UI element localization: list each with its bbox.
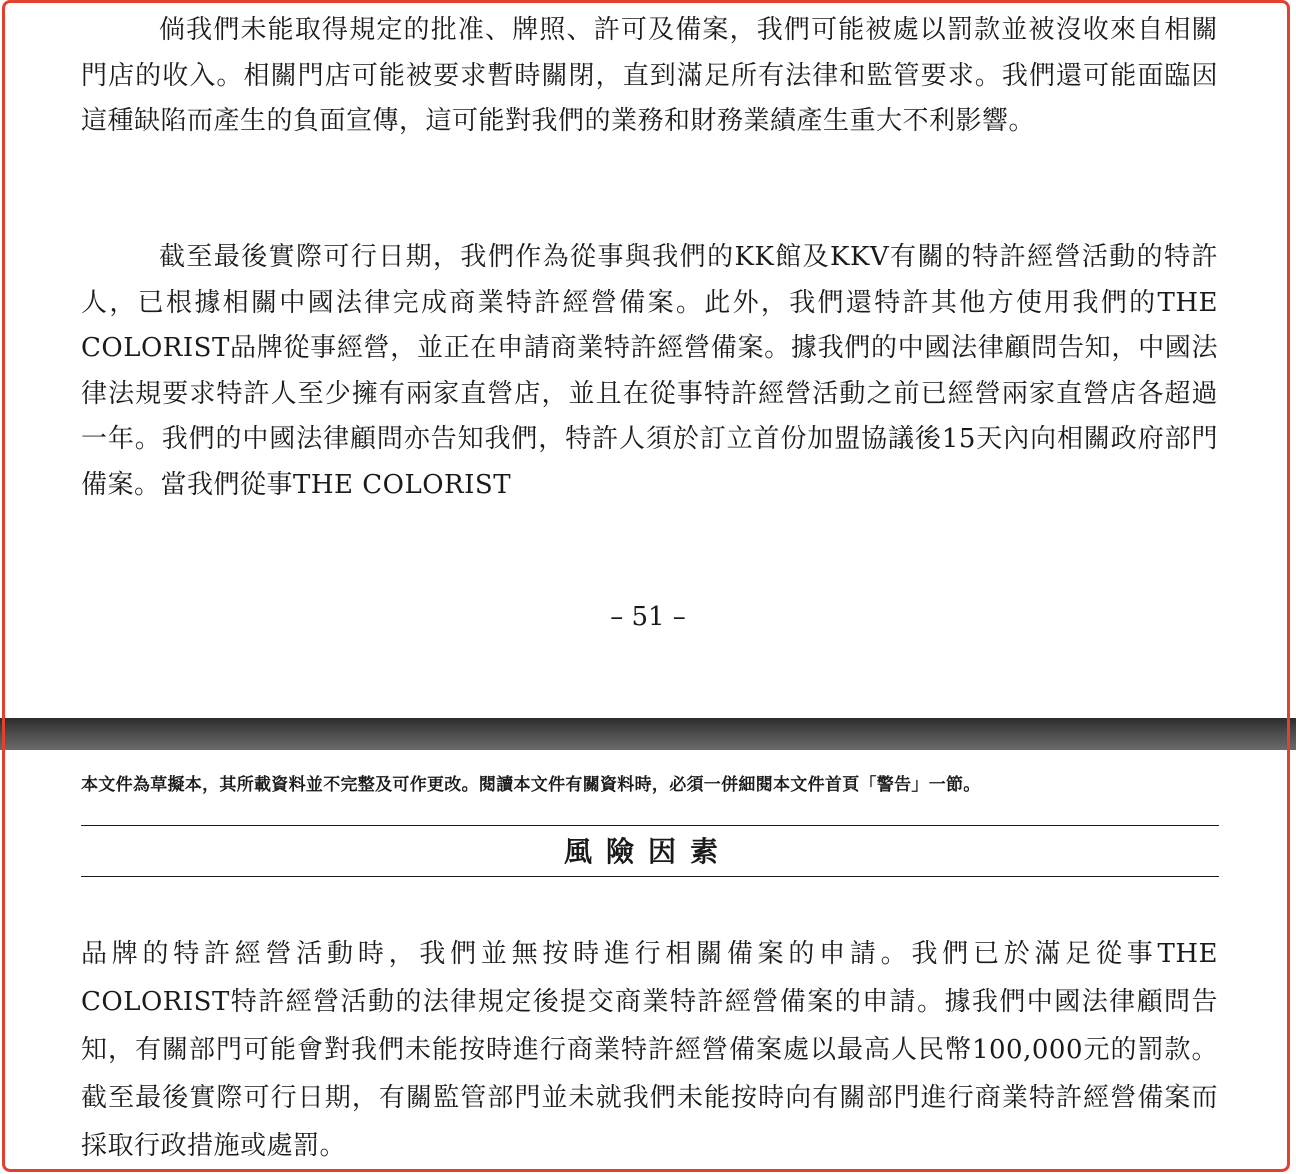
body-paragraph-3: 品牌的特許經營活動時，我們並無按時進行相關備案的申請。我們已於滿足從事THE COLORIST特許經營活動的法律規定後提交商業特許經營備案的申請。據我們中國法律顧問告知，有關部門可能會對我們未能按時進行商業特許經營備案處以最高人民幣100,000元的罰款。截至最後實際可行日期，有關監管部門並未就我們未能按時向有關部門進行商業特許經營備案而採取行政措施或處罰。 (81, 939, 1218, 1161)
body-paragraph-2: 截至最後實際可行日期，我們作為從事與我們的KK館及KKV有關的特許經營活動的特許人，已根據相關中國法律完成商業特許經營備案。此外，我們還特許其他方使用我們的THE COLORIST品牌從事經營，並正在申請商業特許經營備案。據我們的中國法律顧問告知，中國法律法規要求特許人至少擁有兩家直營店，並且在從事特許經營活動之前已經營兩家直營店各超過一年。我們的中國法律顧問亦告知我們，特許人須於訂立首份加盟協議後15天內向相關政府部門備案。當我們從事THE COLORIST (81, 242, 1218, 500)
page-break-divider (0, 718, 1296, 750)
section-rule-top (81, 825, 1219, 826)
section-title: 風險因素 (563, 835, 732, 868)
draft-notice-header: 本文件為草擬本，其所載資料並不完整及可作更改。閱讀本文件有關資料時，必須一併細閱本文件首頁「警告」一節。 (81, 775, 981, 795)
body-paragraph-1: 倘我們未能取得規定的批准、牌照、許可及備案，我們可能被處以罰款並被沒收來自相關門店的收入。相關門店可能被要求暫時關閉，直到滿足所有法律和監管要求。我們還可能面臨因這種缺陷而產生的負面宣傳，這可能對我們的業務和財務業績產生重大不利影響。 (81, 15, 1218, 136)
section-rule-bottom (81, 876, 1219, 877)
page-number: – 51 – (610, 602, 686, 632)
